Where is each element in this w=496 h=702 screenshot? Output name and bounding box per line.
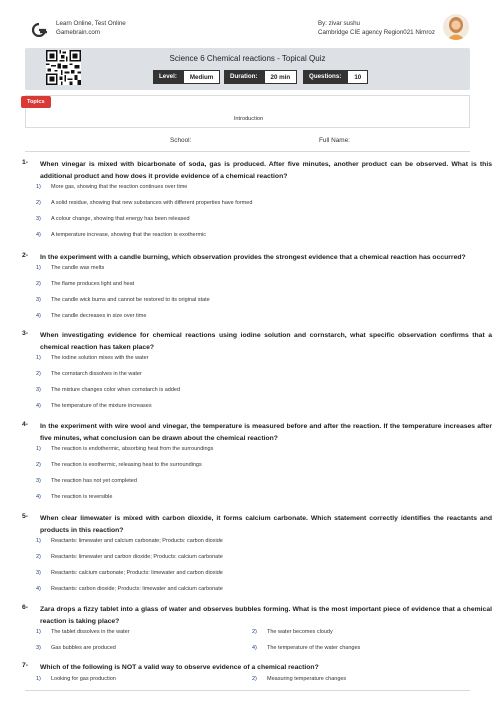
option[interactable]: 1) Reactants: limewater and calcium carbonate; Products: carbon dioxide [36, 538, 223, 544]
option[interactable]: 2) The reaction is exothermic, releasing heat to the surroundings [36, 462, 202, 468]
question-text: In the experiment with a candle burning, which observation provides the strongest evidence that a chemical reaction has occurred? [40, 254, 466, 261]
question-number: 2- [22, 252, 29, 259]
option[interactable]: 3) The candle wick burns and cannot be restored to its original state [36, 297, 210, 303]
option[interactable]: 4) Reactants: carbon dioxide; Products: limewater and calcium carbonate [36, 586, 223, 592]
question-number: 1- [22, 159, 29, 166]
option[interactable]: 2) The water becomes cloudy [252, 629, 333, 635]
option[interactable]: 1) The tablet dissolves in the water [36, 629, 130, 635]
questions-value: 10 [347, 70, 368, 84]
agency-line: Cambridge CIE agency Region021 Nimroz [318, 29, 435, 36]
option[interactable]: 2) The flame produces light and heat [36, 281, 135, 287]
option[interactable]: 3) Reactants: calcium carbonate; Products: limewater and carbon dioxide [36, 570, 223, 576]
level-value: Medium [183, 70, 220, 84]
fullname-field-label: Full Name: [319, 137, 350, 144]
level-meta [153, 70, 220, 84]
option[interactable]: 3) A colour change, showing that energy has been released [36, 216, 190, 222]
duration-value: 20 min [264, 70, 298, 84]
option[interactable]: 2) A solid residue, showing that new substances with different properties have formed [36, 200, 253, 206]
page-header [0, 0, 496, 48]
page-bottom-divider [25, 690, 470, 691]
option[interactable]: 3) The mixture changes color when cornstarch is added [36, 387, 181, 393]
question-number: 3- [22, 330, 29, 337]
quiz-title-bar [25, 48, 470, 90]
question-text: In the experiment with wire wool and vinegar, the temperature is measured before and after the reaction. If the temperature increases after five minutes, what conclusion can be drawn about the chemical reaction? [40, 423, 492, 442]
question-text: Which of the following is NOT a valid way to observe evidence of a chemical reaction? [40, 664, 319, 671]
divider [25, 151, 470, 152]
quiz-title: Science 6 Chemical reactions - Topical Quiz [169, 54, 326, 63]
option[interactable]: 4) The temperature of the mixture increases [36, 403, 152, 409]
option[interactable]: 4) The temperature of the water changes [252, 645, 361, 651]
topics-section [25, 95, 470, 128]
option[interactable]: 2) Reactants: limewater and carbon dioxide; Products: calcium carbonate [36, 554, 223, 560]
option[interactable]: 2) The cornstarch dissolves in the water [36, 371, 142, 377]
question-text: When clear limewater is mixed with carbon dioxide, it forms calcium carbonate. Which statement correctly identifies the reactants and products in this reaction? [40, 515, 492, 534]
topics-badge: Topics [21, 96, 51, 108]
option[interactable]: 1) Looking for gas production [36, 676, 116, 682]
questions-meta [303, 70, 368, 84]
questions-label: Questions: [303, 70, 347, 84]
author-line: By: zivar sushu [318, 20, 360, 27]
question-number: 6- [22, 604, 29, 611]
question-text: Zara drops a fizzy tablet into a glass of water and observes bubbles forming. What is the most important piece of evidence that a chemical reaction is taking place? [40, 606, 492, 625]
question-number: 4- [22, 421, 29, 428]
level-label: Level: [153, 70, 183, 84]
question-number: 7- [22, 662, 29, 669]
duration-label: Duration: [224, 70, 264, 84]
school-field-label: School: [170, 137, 192, 144]
gamebrain-logo-icon [30, 23, 48, 37]
option[interactable]: 3) The reaction has not yet completed [36, 478, 137, 484]
option[interactable]: 4) The reaction is reversible [36, 494, 113, 500]
brand-tagline: Learn Online, Test Online [56, 20, 126, 27]
question-text: When vinegar is mixed with bicarbonate of soda, gas is produced. After five minutes, another product can be observed. What is this additional product and how does it provide evidence of a chemical reaction? [40, 161, 492, 180]
author-avatar [443, 14, 469, 40]
option[interactable]: 3) Gas bubbles are produced [36, 645, 116, 651]
option[interactable]: 2) Measuring temperature changes [252, 676, 347, 682]
duration-meta [224, 70, 297, 84]
option[interactable]: 4) The candle decreases in size over time [36, 313, 147, 319]
option[interactable]: 4) A temperature increase, showing that the reaction is exothermic [36, 232, 206, 238]
question-text: When investigating evidence for chemical reactions using iodine solution and cornstarch, what specific observation confirms that a chemical reaction has taken place? [40, 332, 492, 351]
option[interactable]: 1) The reaction is endothermic, absorbing heat from the surroundings [36, 446, 214, 452]
question-number: 5- [22, 513, 29, 520]
option[interactable]: 1) The candle wax melts [36, 265, 105, 271]
topic-item: Introduction [233, 116, 264, 122]
option[interactable]: 1) The iodine solution mixes with the water [36, 355, 149, 361]
option[interactable]: 1) More gas, showing that the reaction continues over time [36, 184, 188, 190]
brand-site[interactable]: Gamebrain.com [56, 29, 101, 36]
